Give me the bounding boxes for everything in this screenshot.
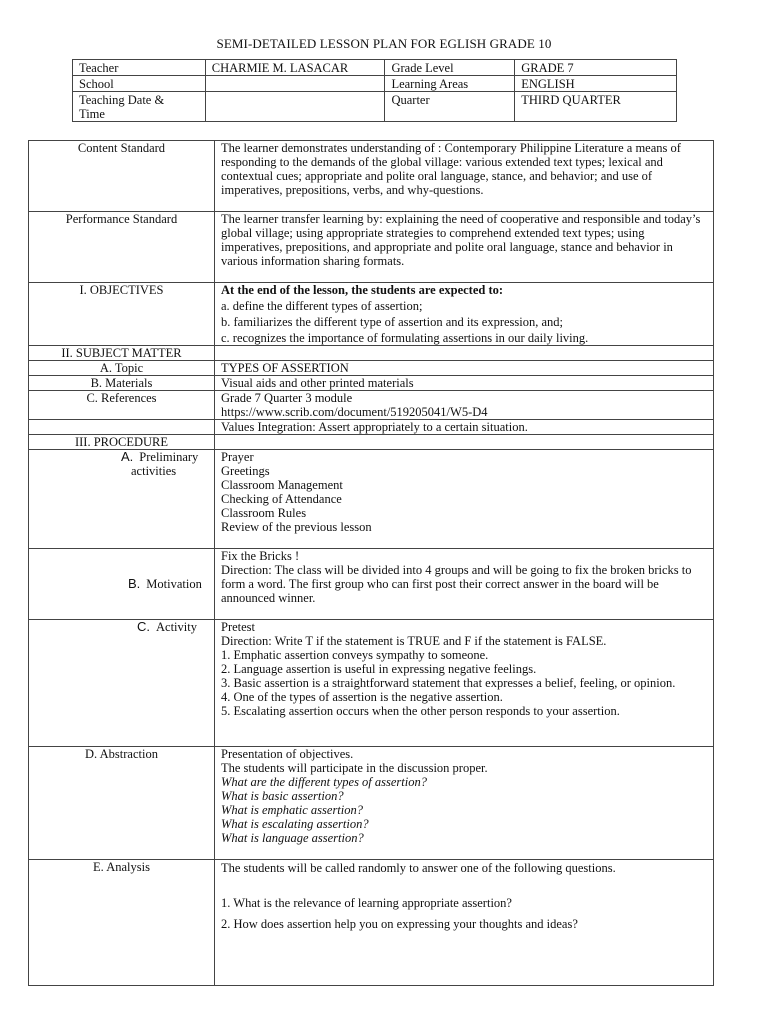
topic-value: TYPES OF ASSERTION [215,361,714,376]
references-label: C. References [29,391,215,420]
analysis-question: 1. What is the relevance of learning appropriate assertion? [221,896,512,910]
objectives-content [215,283,714,346]
teacher-label: Teacher [73,60,206,76]
pretest-item: 1. Emphatic assertion conveys sympathy to someone. [221,648,489,662]
activity-direction: Direction: Write T if the statement is TRUE and F if the statement is FALSE. [221,634,607,648]
school-label: School [73,76,206,92]
subject-matter-empty [215,346,714,361]
analysis-label: E. Analysis [29,860,215,986]
quarter-value: THIRD QUARTER [515,92,677,122]
preliminary-item: Checking of Attendance [221,492,342,506]
teaching-date-label-line1: Teaching Date & [79,93,165,107]
abstraction-line1: Presentation of objectives. [221,747,354,761]
row-activity [29,620,714,747]
learning-areas-value: ENGLISH [515,76,677,92]
analysis-content [215,860,714,986]
pretest-item: 3. Basic assertion is a straightforward statement that expresses a belief, feeling, or opinion. [221,676,676,690]
activity-label-text: Activity [156,620,197,634]
row-preliminary [29,450,714,549]
motivation-label [29,549,215,620]
pretest-item: 5. Escalating assertion occurs when the other person responds to your assertion. [221,704,620,718]
pretest-item: 2. Language assertion is useful in expressing negative feelings. [221,662,537,676]
preliminary-label-line1 [121,450,208,464]
row-values-integration [29,420,714,435]
preliminary-label [29,450,215,549]
abstraction-question: What is basic assertion? [221,789,344,803]
motivation-label-text: Motivation [146,577,202,591]
values-integration-empty [29,420,215,435]
preliminary-item: Classroom Rules [221,506,307,520]
abstraction-question: What is emphatic assertion? [221,803,364,817]
info-row-teacher [73,60,677,76]
preliminary-item: Classroom Management [221,478,343,492]
objectives-intro: At the end of the lesson, the students are expected to: [221,283,504,297]
row-subject-matter [29,346,714,361]
motivation-title: Fix the Bricks ! [221,549,300,563]
analysis-question: 2. How does assertion help you on expressing your thoughts and ideas? [221,917,578,931]
preliminary-content [215,450,714,549]
preliminary-item: Prayer [221,450,254,464]
grade-level-label: Grade Level [385,60,515,76]
abstraction-question: What is language assertion? [221,831,364,845]
teaching-date-value [205,92,385,122]
preliminary-label-line2: activities [131,464,177,478]
learning-areas-label: Learning Areas [385,76,515,92]
info-table [72,59,677,122]
content-standard-label: Content Standard [29,141,215,212]
values-integration-text: Values Integration: Assert appropriately to a certain situation. [215,420,714,435]
row-procedure [29,435,714,450]
row-topic [29,361,714,376]
procedure-label: III. PROCEDURE [29,435,215,450]
abstraction-question: What is escalating assertion? [221,817,369,831]
info-row-school [73,76,677,92]
abstraction-line2: The students will participate in the discussion proper. [221,761,488,775]
performance-standard-text: The learner transfer learning by: explaining the need of cooperative and responsible and today’s global village; using appropriate strategies to comprehend extended text types; using imperatives, prepositions, and appropriate and polite oral language, stance and behavior in various information sharing formats. [215,212,714,283]
row-analysis [29,860,714,986]
motivation-content [215,549,714,620]
procedure-empty [215,435,714,450]
motivation-direction: Direction: The class will be divided into 4 groups and will be going to fix the broken bricks to form a word. The first group who can first post their correct answer in the board will be announced winner. [221,563,692,605]
activity-content [215,620,714,747]
preliminary-item: Review of the previous lesson [221,520,372,534]
abstraction-question: What are the different types of assertion? [221,775,427,789]
objectives-label: I. OBJECTIVES [29,283,215,346]
materials-label: B. Materials [29,376,215,391]
analysis-intro: The students will be called randomly to answer one of the following questions. [221,861,616,875]
info-row-date [73,92,677,122]
activity-label [29,620,215,747]
reference-url: https://www.scrib.com/document/519205041/W5-D4 [221,405,488,419]
pretest-item: 4. One of the types of assertion is the negative assertion. [221,690,503,704]
school-value [205,76,385,92]
performance-standard-label: Performance Standard [29,212,215,283]
motivation-letter: B. [128,576,141,591]
materials-value: Visual aids and other printed materials [215,376,714,391]
teacher-value: CHARMIE M. LASACAR [205,60,385,76]
references-value [215,391,714,420]
preliminary-label-text: Preliminary [139,450,199,464]
abstraction-content [215,747,714,860]
reference-module: Grade 7 Quarter 3 module [221,391,353,405]
objective-item: c. recognizes the importance of formulating assertions in our daily living. [221,331,589,345]
preliminary-item: Greetings [221,464,270,478]
row-abstraction [29,747,714,860]
row-references [29,391,714,420]
subject-matter-label: II. SUBJECT MATTER [29,346,215,361]
lesson-plan-table [28,140,714,986]
quarter-label: Quarter [385,92,515,122]
row-materials [29,376,714,391]
preliminary-letter: A. [121,449,134,464]
teaching-date-label-line2: Time [79,107,105,121]
abstraction-label: D. Abstraction [29,747,215,860]
objective-item: a. define the different types of assertion; [221,299,423,313]
grade-level-value: GRADE 7 [515,60,677,76]
row-motivation [29,549,714,620]
row-performance-standard [29,212,714,283]
row-content-standard [29,141,714,212]
content-standard-text: The learner demonstrates understanding of : Contemporary Philippine Literature a means of responding to the demands of the global village: various extended text types; lexical and contextual cues; appropriate and polite oral language, stance, and behavior; and use of imperatives, prepositions, verbs, and why-questions. [215,141,714,212]
activity-title: Pretest [221,620,256,634]
activity-letter: C. [137,619,150,634]
topic-label: A. Topic [29,361,215,376]
row-objectives [29,283,714,346]
document-title: SEMI-DETAILED LESSON PLAN FOR EGLISH GRADE 10 [216,36,552,51]
teaching-date-label [73,92,206,122]
objective-item: b. familiarizes the different type of assertion and its expression, and; [221,315,564,329]
